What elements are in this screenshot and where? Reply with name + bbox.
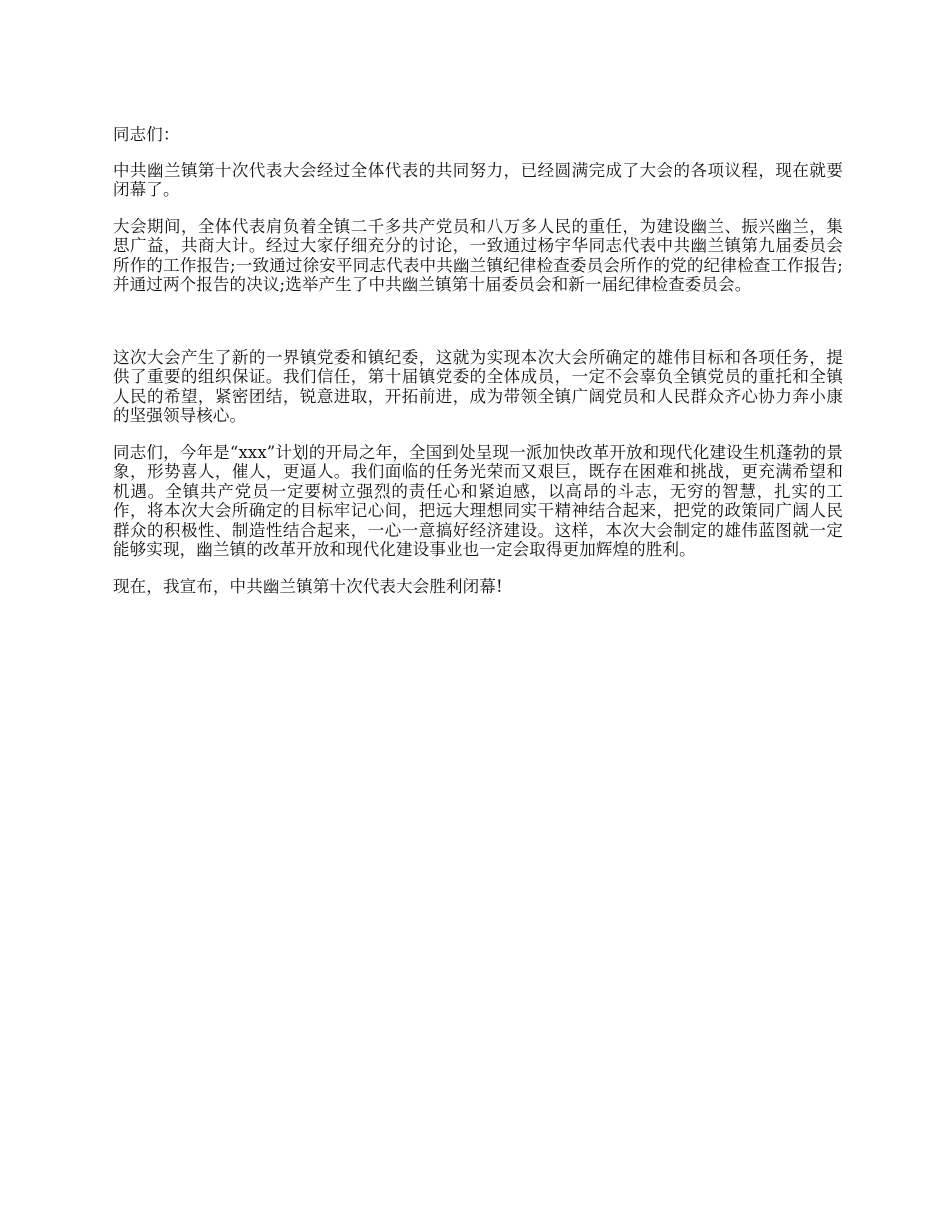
paragraph-new-committee: 这次大会产生了新的一界镇党委和镇纪委，这就为实现本次大会所确定的雄伟目标和各项任务，提供了重要的组织保证。我们信任，第十届镇党委的全体成员，一定不会辜负全镇党员的重托和全镇人民的希望，紧密团结，锐意进取，开拓前进，成为带领全镇广阔党员和人民群众齐心协力奔小康的坚强领导核心。: [113, 347, 843, 425]
greeting: 同志们：: [113, 125, 180, 144]
paragraph-outlook: 同志们，今年是“xxx”计划的开局之年，全国到处呈现一派加快改革开放和现代化建设生机蓬勃的景象，形势喜人，催人，更逼人。我们面临的任务光荣而又艰巨，既存在困难和挑战，更充满希望和机遇。全镇共产党员一定要树立强烈的责任心和紧迫感，以高昂的斗志，无穷的智慧，扎实的工作，将本次大会所确定的目标牢记心间，把远大理想同实干精神结合起来，把党的政策同广阔人民群众的积极性、制造性结合起来，一心一意搞好经济建设。这样，本次大会制定的雄伟蓝图就一定能够实现，幽兰镇的改革开放和现代化建设事业也一定会取得更加辉煌的胜利。: [113, 442, 843, 559]
paragraph-congress-summary: 大会期间，全体代表肩负着全镇二千多共产党员和八万多人民的重任，为建设幽兰、振兴幽兰，集思广益，共商大计。经过大家仔细充分的讨论，一致通过杨宇华同志代表中共幽兰镇第九届委员会所作的工作报告;一致通过徐安平同志代表中共幽兰镇纪律检查委员会所作的党的纪律检查工作报告;并通过两个报告的决议;选举产生了中共幽兰镇第十届委员会和新一届纪律检查委员会。: [113, 216, 843, 294]
document-page: [113, 125, 843, 613]
paragraph-closing-notice: 中共幽兰镇第十次代表大会经过全体代表的共同努力，已经圆满完成了大会的各项议程，现在就要闭幕了。: [113, 160, 843, 199]
paragraph-declaration: 现在，我宣布，中共幽兰镇第十次代表大会胜利闭幕!: [113, 576, 503, 596]
paragraph-spacer: [113, 312, 843, 348]
